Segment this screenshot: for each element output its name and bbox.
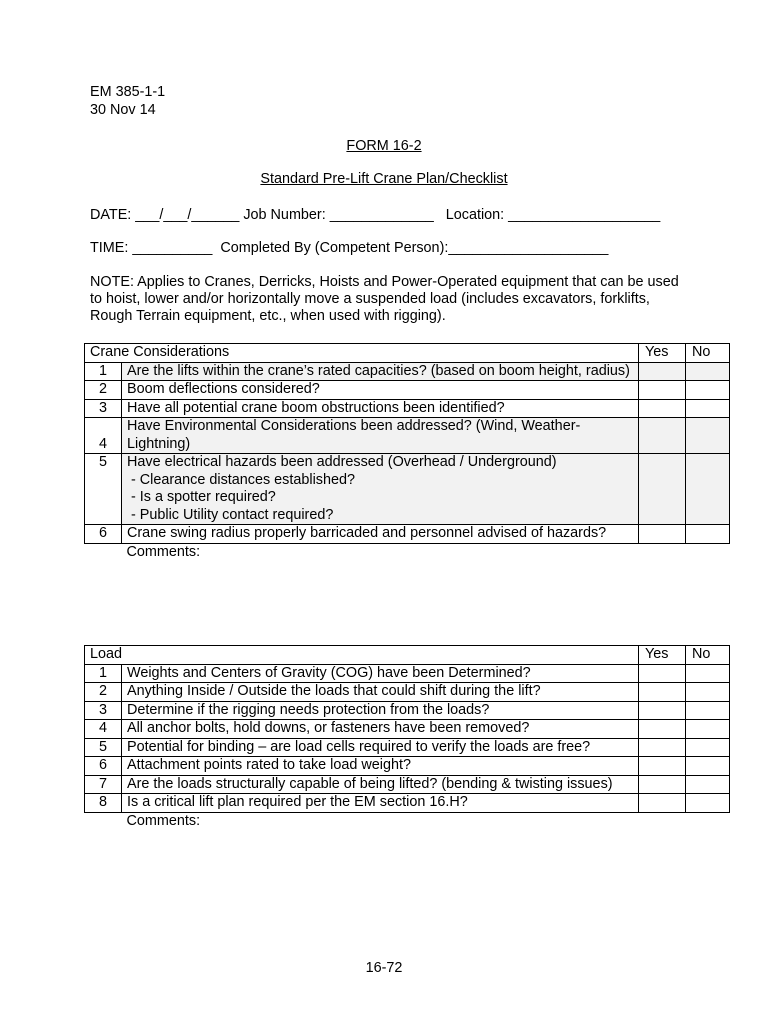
form-title: Standard Pre-Lift Crane Plan/Checklist [260,171,508,187]
yes-checkbox-cell[interactable] [639,720,686,739]
date-job-location-line: DATE: ___/___/______ Job Number: _____________ Location: ___________________ [90,207,661,223]
checklist-question: Have electrical hazards been addressed (Overhead / Underground) [127,454,557,470]
no-checkbox-cell[interactable] [686,757,730,776]
table-row [85,738,730,757]
checklist-subitem: - Is a spotter required? [127,489,276,505]
checklist-question: Are the loads structurally capable of being lifted? (bending & twisting issues) [122,775,639,794]
table-heading: Load [85,646,639,665]
table-row [85,525,730,544]
applicability-note: NOTE: Applies to Cranes, Derricks, Hoists and Power-Operated equipment that can be used to hoist, lower and/or horizontally move a suspended load (includes excavators, forklifts, Rough Terrain equipment, etc., when used with rigging). [90,274,679,324]
yes-checkbox-cell[interactable] [639,418,686,454]
yes-checkbox-cell[interactable] [639,683,686,702]
no-column-header: No [686,646,730,665]
checklist-question: Are the lifts within the crane’s rated capacities? (based on boom height, radius) [122,362,639,381]
table-heading: Crane Considerations [85,344,639,363]
table-row [85,720,730,739]
row-number: 3 [85,399,122,418]
row-number: 7 [85,775,122,794]
comments-label: Comments: [126,812,201,829]
row-number: 4 [85,418,122,454]
row-number: 8 [85,794,122,813]
no-checkbox-cell[interactable] [686,794,730,813]
row-number: 2 [85,381,122,400]
page-number: 16-72 [365,960,403,976]
row-number: 4 [85,720,122,739]
table-row [85,399,730,418]
comments-row [85,543,730,612]
comments-field[interactable] [122,812,639,873]
row-number: 1 [85,664,122,683]
checklist-subitem: - Clearance distances established? [127,471,355,488]
checklist-question: All anchor bolts, hold downs, or fasteners have been removed? [122,720,639,739]
yes-checkbox-cell[interactable] [639,701,686,720]
checklist-question: Is a critical lift plan required per the EM section 16.H? [122,794,639,813]
table-row [85,775,730,794]
checklist-question: Boom deflections considered? [122,381,639,400]
comments-field[interactable] [122,543,639,612]
row-number: 5 [85,454,122,525]
checklist-question: Anything Inside / Outside the loads that could shift during the lift? [122,683,639,702]
table-row [85,794,730,813]
no-checkbox-cell[interactable] [686,362,730,381]
table-row [85,381,730,400]
row-number: 5 [85,738,122,757]
checklist-question: Have Environmental Considerations been addressed? (Wind, Weather-Lightning) [122,418,639,454]
checklist-question: Determine if the rigging needs protection from the loads? [122,701,639,720]
no-checkbox-cell[interactable] [686,525,730,544]
no-checkbox-cell[interactable] [686,701,730,720]
table-row [85,683,730,702]
checklist-question-group [122,454,639,525]
yes-checkbox-cell[interactable] [639,399,686,418]
time-completed-by-line: TIME: __________ Completed By (Competent Person):____________________ [90,240,609,256]
yes-checkbox-cell[interactable] [639,664,686,683]
no-checkbox-cell[interactable] [686,399,730,418]
no-checkbox-cell[interactable] [686,454,730,525]
comments-row [85,812,730,873]
row-number: 6 [85,757,122,776]
yes-column-header: Yes [639,646,686,665]
checklist-question: Weights and Centers of Gravity (COG) have been Determined? [122,664,639,683]
no-checkbox-cell[interactable] [686,664,730,683]
row-number: 6 [85,525,122,544]
table-row [85,757,730,776]
checklist-question: Attachment points rated to take load weight? [122,757,639,776]
checklist-question: Have all potential crane boom obstructions been identified? [122,399,639,418]
comments-label: Comments: [126,543,201,560]
no-checkbox-cell[interactable] [686,381,730,400]
table-header-row [85,344,730,363]
checklist-question: Crane swing radius properly barricaded and personnel advised of hazards? [122,525,639,544]
no-checkbox-cell[interactable] [686,738,730,757]
yes-checkbox-cell[interactable] [639,362,686,381]
yes-checkbox-cell[interactable] [639,775,686,794]
no-checkbox-cell[interactable] [686,418,730,454]
row-number: 3 [85,701,122,720]
yes-checkbox-cell[interactable] [639,757,686,776]
no-column-header: No [686,344,730,363]
load-table [84,645,730,873]
table-row [85,454,730,525]
document-id: EM 385-1-1 [90,84,166,100]
table-row [85,418,730,454]
yes-checkbox-cell[interactable] [639,794,686,813]
yes-checkbox-cell[interactable] [639,454,686,525]
document-date: 30 Nov 14 [90,102,156,118]
yes-checkbox-cell[interactable] [639,381,686,400]
table-row [85,362,730,381]
crane-considerations-table [84,343,730,612]
table-row [85,701,730,720]
yes-checkbox-cell[interactable] [639,738,686,757]
checklist-subitem: - Public Utility contact required? [127,506,334,523]
form-number: FORM 16-2 [346,138,422,154]
yes-checkbox-cell[interactable] [639,525,686,544]
no-checkbox-cell[interactable] [686,683,730,702]
row-number: 2 [85,683,122,702]
no-checkbox-cell[interactable] [686,720,730,739]
row-number: 1 [85,362,122,381]
yes-column-header: Yes [639,344,686,363]
table-row [85,664,730,683]
checklist-question: Potential for binding – are load cells required to verify the loads are free? [122,738,639,757]
no-checkbox-cell[interactable] [686,775,730,794]
table-header-row [85,646,730,665]
